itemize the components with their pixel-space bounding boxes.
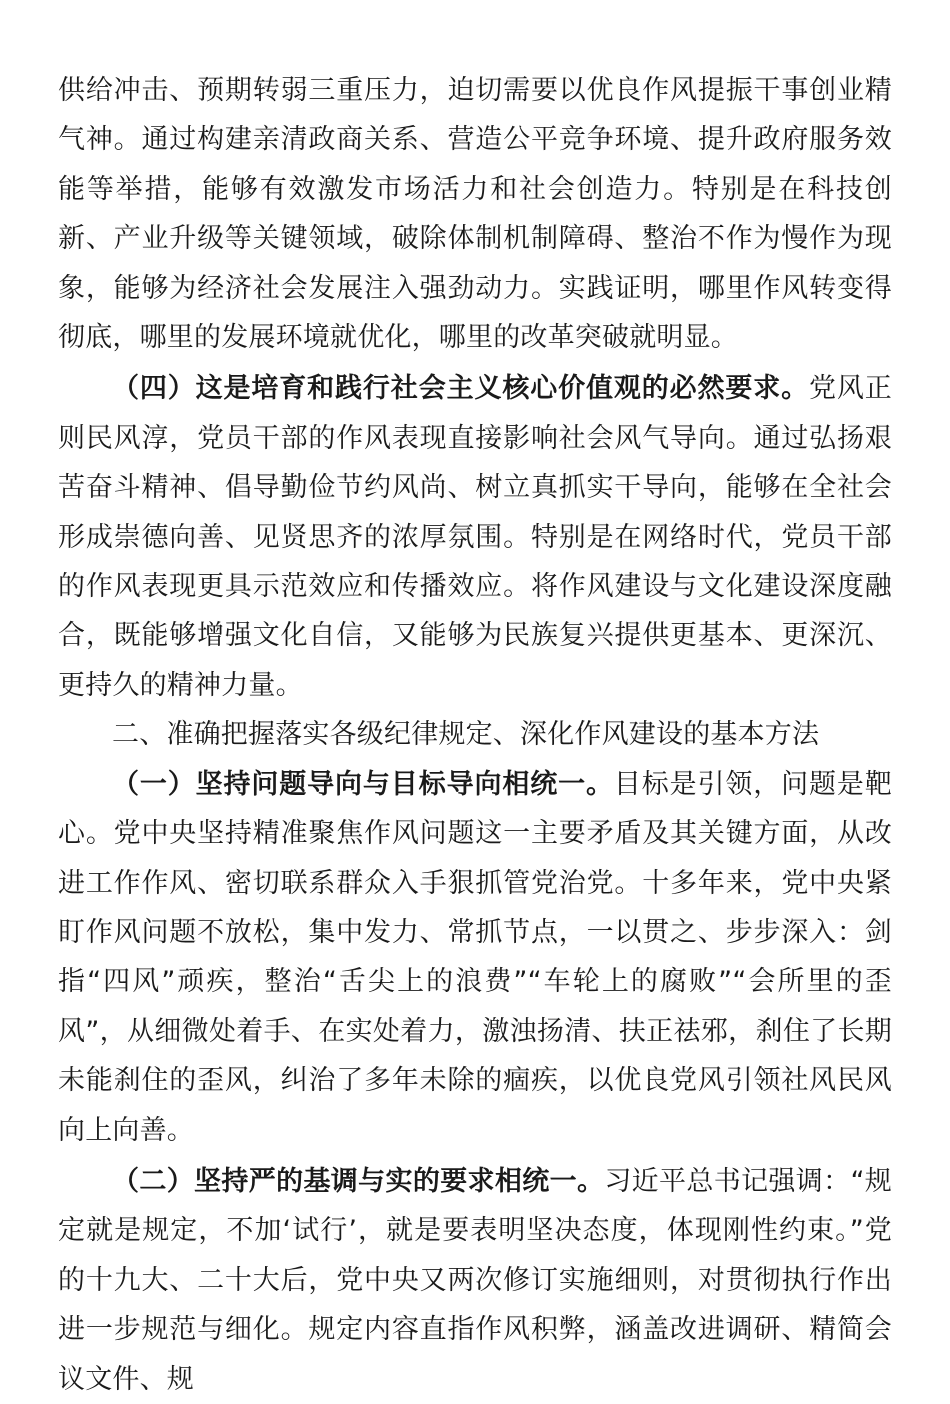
section-title-methods-text: 二、准确把握落实各级纪律规定、深化作风建设的基本方法 bbox=[112, 719, 820, 751]
paragraph-economy-text: 供给冲击、预期转弱三重压力，迫切需要以优良作风提振干事创业精气神。通过构建亲清政商关系、营造公平竞争环境、提升政府服务效能等举措，能够有效激发市场活力和社会创造力。特别是在科技创新、产业升级等关键领域，破除体制机制障碍、整治不作为慢作为现象，能够为经济社会发展注入强劲动力。实践证明，哪里作风转变得彻底，哪里的发展环境就优化，哪里的改革突破就明显。 bbox=[58, 75, 892, 354]
section-title-methods bbox=[58, 710, 892, 759]
paragraph-strict-practical bbox=[58, 1157, 892, 1404]
heading-strict-practical: （二）坚持严的基调与实的要求相统一。 bbox=[112, 1165, 605, 1197]
paragraph-core-values-text: 党风正则民风淳，党员干部的作风表现直接影响社会风气导向。通过弘扬艰苦奋斗精神、倡导勤俭节约风尚、树立真抓实干导向，能够在全社会形成崇德向善、见贤思齐的浓厚氛围。特别是在网络时代，党员干部的作风表现更具示范效应和传播效应。将作风建设与文化建设深度融合，既能够增强文化自信，又能够为民族复兴提供更基本、更深沉、更持久的精神力量。 bbox=[58, 373, 892, 701]
paragraph-problem-goal-text: 目标是引领，问题是靶心。党中央坚持精准聚焦作风问题这一主要矛盾及其关键方面，从改进工作作风、密切联系群众入手狠抓管党治党。十多年来，党中央紧盯作风问题不放松，集中发力、常抓节点，一以贯之、步步深入：剑指“四风”顽疾，整治“舌尖上的浪费”“车轮上的腐败”“会所里的歪风”，从细微处着手、在实处着力，激浊扬清、扶正祛邪，刹住了长期未能刹住的歪风，纠治了多年未除的痼疾，以优良党风引领社风民风向上向善。 bbox=[58, 768, 892, 1146]
paragraph-economy bbox=[58, 66, 892, 362]
paragraph-strict-practical-text: 习近平总书记强调：“规定就是规定，不加‘试行’，就是要表明坚决态度，体现刚性约束。”党的十九大、二十大后，党中央又两次修订实施细则，对贯彻执行作出进一步规范与细化。规定内容直指作风积弊，涵盖改进调研、精简会议文件、规 bbox=[58, 1165, 893, 1395]
heading-core-values: （四）这是培育和践行社会主义核心价值观的必然要求。 bbox=[112, 373, 810, 405]
heading-problem-goal: （一）坚持问题导向与目标导向相统一。 bbox=[112, 768, 614, 800]
paragraph-problem-goal bbox=[58, 760, 892, 1155]
paragraph-core-values bbox=[58, 364, 892, 710]
